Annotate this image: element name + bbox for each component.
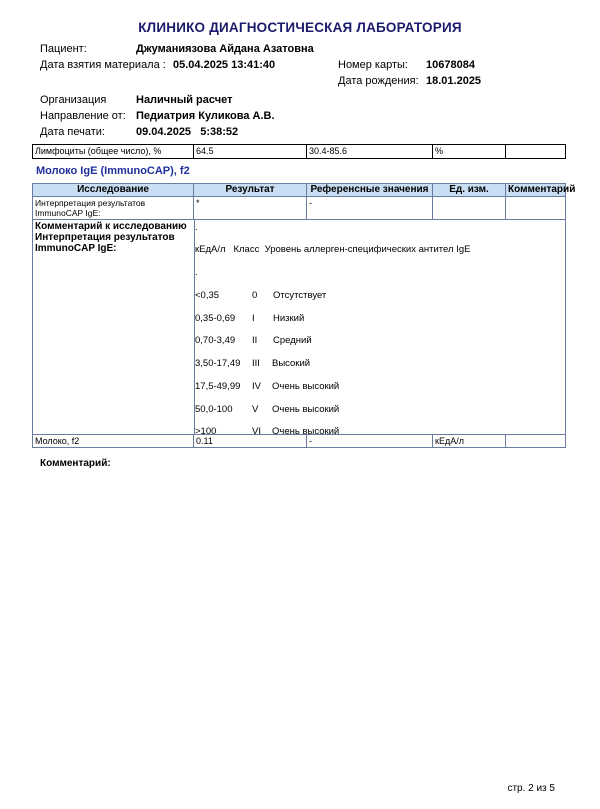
reference-cell: 30.4-85.6 [307, 145, 433, 159]
patient-label: Пациент: [40, 43, 87, 55]
legend-level-range: 3,50-17,49 [195, 358, 241, 370]
legend-level-desc: Отсутствует [273, 290, 327, 301]
interpretation-name: Интерпретация результатов ImmunoCAP IgE: [33, 197, 194, 220]
comment-cell [506, 145, 566, 159]
result-cell: 64.5 [194, 145, 307, 159]
milk-comment [506, 435, 566, 448]
sample-date-label: Дата взятия материала : [40, 59, 166, 71]
legend-dot-mid: . [195, 267, 198, 278]
legend-level-class: IV [252, 380, 261, 392]
legend-level-class: II [252, 335, 258, 347]
organization-value: Наличный расчет [136, 94, 233, 106]
milk-reference: - [307, 435, 433, 448]
legend-level-class: I [252, 312, 255, 324]
milk-name: Молоко, f2 [33, 435, 194, 448]
table-row [33, 197, 566, 220]
organization-label: Организация [40, 94, 107, 106]
header-reference: Референсные значения [307, 184, 433, 197]
table-header-row [33, 184, 566, 197]
legend-level-class: 0 [252, 290, 258, 301]
legend-level-desc: Очень высокий [272, 403, 340, 415]
comment-label: Комментарий: [40, 458, 111, 469]
legend-level-desc: Средний [273, 335, 312, 347]
legend-dot-top: . [195, 222, 198, 233]
birth-date-value: 18.01.2025 [426, 75, 482, 87]
legend-level-range: 0,70-3,49 [195, 335, 236, 347]
birth-date-label: Дата рождения: [338, 75, 419, 87]
legend-level-class: V [252, 403, 259, 415]
interpretation-comment [506, 197, 566, 220]
legend-level-range: >100 [195, 426, 217, 438]
referral-value: Педиатрия Куликова А.В. [136, 110, 275, 122]
header-result: Результат [194, 184, 307, 197]
milk-result: 0.11 [194, 435, 307, 448]
test-name-cell: Лимфоциты (общее число), % [33, 145, 194, 159]
header-unit: Ед. изм. [433, 184, 506, 197]
interpretation-unit [433, 197, 506, 220]
legend-level-desc: Низкий [273, 312, 305, 324]
legend-level-class: VI [252, 426, 261, 438]
header-test: Исследование [33, 184, 194, 197]
print-date-value: 09.04.2025 5:38:52 [136, 126, 239, 138]
milk-unit: кЕдА/л [433, 435, 506, 448]
legend-level-range: 17,5-49,99 [195, 380, 241, 392]
legend-level-desc: Очень высокий [272, 380, 340, 392]
patient-name: Джуманиязова Айдана Азатовна [136, 43, 314, 55]
table-row [33, 145, 566, 159]
legend-header: кЕдА/л Класс Уровень аллерген-специфических антител IgE [195, 244, 471, 255]
legend-level-range: 50,0-100 [195, 403, 233, 415]
lab-title: КЛИНИКО ДИАГНОСТИЧЕСКАЯ ЛАБОРАТОРИЯ [138, 20, 462, 35]
legend-level-class: III [252, 358, 260, 370]
legend-level-desc: Очень высокий [272, 426, 340, 438]
card-number-value: 10678084 [426, 59, 475, 71]
header-comment: Комментарий [506, 184, 566, 197]
lymphocytes-table [32, 144, 566, 159]
unit-cell: % [433, 145, 506, 159]
comment-row-title: Комментарий к исследованию Интерпретация результатов ImmunoCAP IgE: [35, 221, 187, 254]
interpretation-reference: - [307, 197, 433, 220]
interpretation-result: * [194, 197, 307, 220]
print-date-label: Дата печати: [40, 126, 105, 138]
referral-label: Направление от: [40, 110, 126, 122]
legend-level-range: 0,35-0,69 [195, 312, 236, 324]
sample-date-value: 05.04.2025 13:41:40 [173, 59, 276, 71]
page-number: стр. 2 из 5 [507, 783, 555, 794]
section-title: Молоко IgE (ImmunoCAP), f2 [36, 165, 190, 177]
card-number-label: Номер карты: [338, 59, 408, 71]
legend-level-desc: Высокий [272, 358, 311, 370]
legend-level-range: <0,35 [195, 290, 220, 301]
